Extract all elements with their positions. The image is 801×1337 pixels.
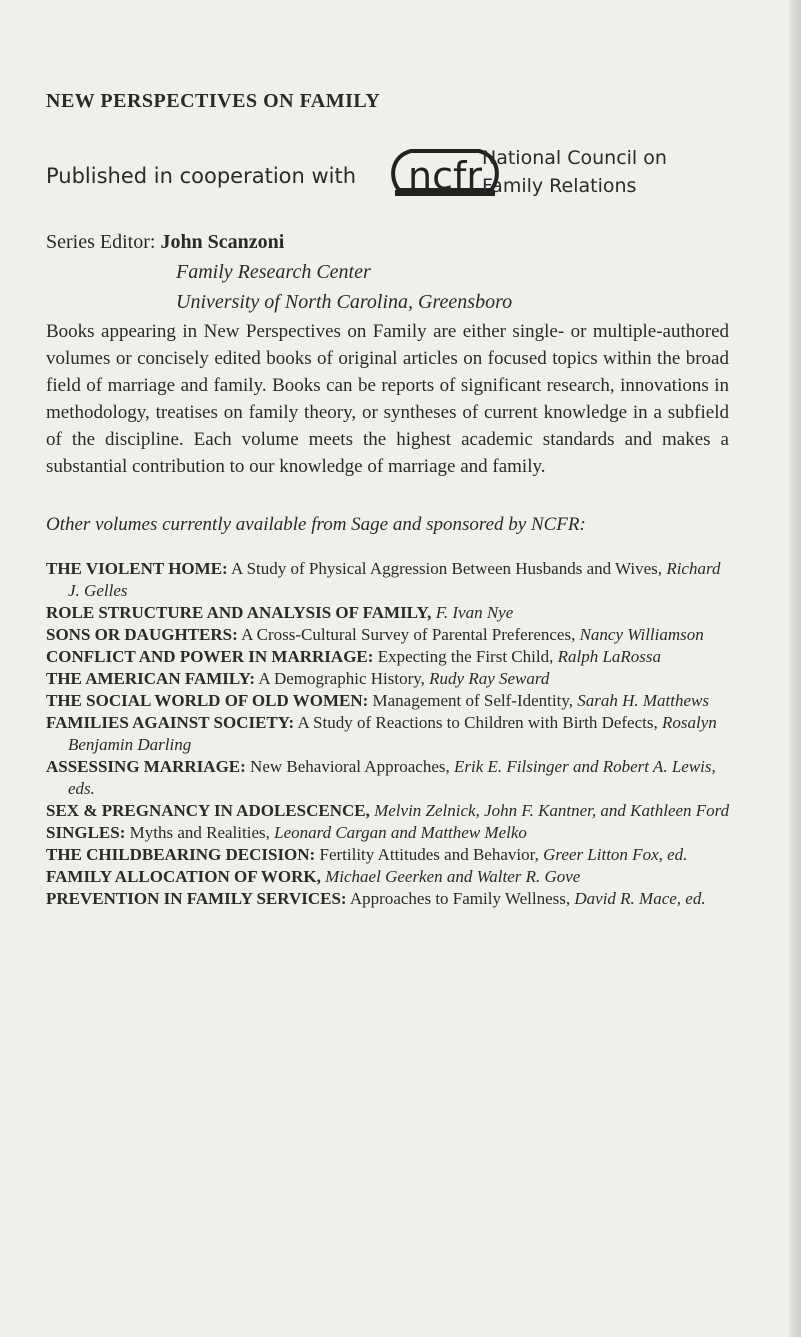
other-volumes-heading: Other volumes currently available from Sage and sponsored by NCFR: xyxy=(46,514,586,535)
book-subtitle: New Behavioral Approaches, xyxy=(245,757,454,776)
series-description: Books appearing in New Perspectives on Family are either single- or multiple-authored volumes or concisely edited books of original articles on focused topics within the broad field of marriage and family. Books can be reports of significant research, innovations in methodology, treatises on family theory, or syntheses of current knowledge in a subfield of the discipline. Each volume meets the highest academic standards and makes a substantial contribution to our knowledge of marriage and family. xyxy=(46,321,729,477)
book-title: ASSESSING MARRIAGE: xyxy=(46,757,246,776)
book-author: Rudy Ray Seward xyxy=(429,669,550,688)
book-title: FAMILIES AGAINST SOCIETY: xyxy=(46,713,295,732)
book-entry xyxy=(46,844,736,866)
book-title: THE VIOLENT HOME: xyxy=(46,559,228,578)
book-entry xyxy=(46,690,736,712)
book-entry xyxy=(46,646,736,668)
book-author: Sarah H. Matthews xyxy=(577,691,709,710)
book-subtitle: Management of Self-Identity, xyxy=(368,691,578,710)
series-editor-block xyxy=(46,227,512,317)
book-subtitle: A Study of Reactions to Children with Birth Defects, xyxy=(294,713,662,732)
book-subtitle: Expecting the First Child, xyxy=(373,647,558,666)
book-title: SINGLES: xyxy=(46,823,126,842)
ncfr-org-line1: National Council on xyxy=(482,147,667,169)
book-entry xyxy=(46,558,736,602)
page-title: NEW PERSPECTIVES ON FAMILY xyxy=(46,90,381,112)
book-entry xyxy=(46,822,736,844)
book-entry xyxy=(46,668,736,690)
book-title: SEX & PREGNANCY IN ADOLESCENCE, xyxy=(46,801,370,820)
book-author: Michael Geerken and Walter R. Gove xyxy=(325,867,581,886)
ncfr-org-line2: Family Relations xyxy=(482,175,637,197)
editor-affiliation-1: Family Research Center xyxy=(176,261,371,283)
book-entry xyxy=(46,888,736,910)
book-entry xyxy=(46,866,736,888)
book-author: Richard J. Gelles xyxy=(68,559,721,600)
book-title: THE CHILDBEARING DECISION: xyxy=(46,845,316,864)
published-in-cooperation-text: Published in cooperation with xyxy=(46,164,357,188)
book-entry xyxy=(46,756,736,800)
book-entry xyxy=(46,712,736,756)
book-title: ROLE STRUCTURE AND ANALYSIS OF FAMILY, xyxy=(46,603,432,622)
book-title: FAMILY ALLOCATION OF WORK, xyxy=(46,867,321,886)
editor-affiliation-2: University of North Carolina, Greensboro xyxy=(176,291,513,313)
book-subtitle: Myths and Realities, xyxy=(125,823,275,842)
ncfr-logo-text: ncfr xyxy=(408,154,482,198)
ncfr-cooperation-line xyxy=(46,138,746,202)
book-title: THE AMERICAN FAMILY: xyxy=(46,669,256,688)
book-title: THE SOCIAL WORLD OF OLD WOMEN: xyxy=(46,691,369,710)
book-entry xyxy=(46,624,736,646)
book-title: SONS OR DAUGHTERS: xyxy=(46,625,238,644)
series-editor-label: Series Editor: xyxy=(46,231,156,253)
book-subtitle: Fertility Attitudes and Behavior, xyxy=(315,845,544,864)
book-list xyxy=(46,558,736,910)
ncfr-org-name xyxy=(482,144,667,200)
book-title: CONFLICT AND POWER IN MARRIAGE: xyxy=(46,647,374,666)
book-subtitle: A Cross-Cultural Survey of Parental Preferences, xyxy=(237,625,580,644)
book-author: Leonard Cargan and Matthew Melko xyxy=(274,823,527,842)
book-subtitle: A Demographic History, xyxy=(255,669,430,688)
book-subtitle: A Study of Physical Aggression Between Husbands and Wives, xyxy=(227,559,667,578)
book-author: Erik E. Filsinger and Robert A. Lewis, eds. xyxy=(68,757,716,798)
book-author: Nancy Williamson xyxy=(579,625,704,644)
book-author: David R. Mace, ed. xyxy=(574,889,706,908)
page-edge xyxy=(789,0,801,1337)
series-editor-name: John Scanzoni xyxy=(160,231,285,253)
book-author: Melvin Zelnick, John F. Kantner, and Kathleen Ford xyxy=(374,801,730,820)
book-author: F. Ivan Nye xyxy=(435,603,514,622)
book-title: PREVENTION IN FAMILY SERVICES: xyxy=(46,889,347,908)
book-entry xyxy=(46,800,736,822)
book-entry xyxy=(46,602,736,624)
book-author: Ralph LaRossa xyxy=(557,647,662,666)
book-author: Greer Litton Fox, ed. xyxy=(543,845,688,864)
book-subtitle: Approaches to Family Wellness, xyxy=(346,889,575,908)
book-author: Rosalyn Benjamin Darling xyxy=(68,713,717,754)
